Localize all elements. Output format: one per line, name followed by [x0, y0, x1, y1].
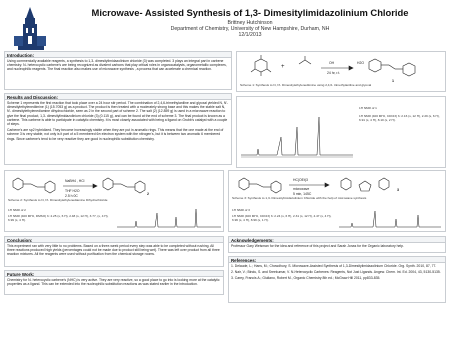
nmr-2-label: 1H NMR of 2	[8, 208, 26, 212]
scheme-2-panel	[4, 170, 224, 232]
scheme-1-panel	[236, 51, 446, 92]
nmr-1-spectrum	[237, 97, 357, 163]
future-work-text: Chemistry for N- heterocyclic carbene's (NHC) is very active. They are very reactive, so a good place to go into is looking more at the catalytic properties as a ligand. This can be extended into the nucleophilic substitution reactions as was stated earlier in the introduction.	[4, 277, 224, 295]
future-work-heading: Future Work:	[4, 270, 224, 277]
introduction-text: Using commercially available reagents, a synthesis to 1,3- dimesitylimidazolinium chloride (3) was completed. 3 plays an integral part in carbene chemistry. N- heterocyclic carbene's are being recognized as divalent carbons that play critical roles in organocatalysts, organometallic complexes, and nucleophilic reagents. The final reaction also makes use of microwave synthesis , a process that can accelerate a chemical reaction.	[4, 58, 232, 90]
acknowledgements-text: Professor Gary Weisman for the idea and reference of this project and Sarah Jonas for the Organic laboratory help.	[228, 243, 446, 253]
results-paragraph-1: Scheme 1 represents the first reaction that took place over a 24 hour stir period. The combination of 2,4,6-trimethylaniline and glyoxal yielded N, N'-dimesitylethylenediimine (1) (15.7053 g) as a product. The product is then treated with a moderately strong base and this makes the stable salt N, N'- dimesitylethylenediamine dihydrochloride, seen as 2 in the second part of scheme 2. The salt (2) (12.859 g) is used in a microwave reaction to give the final product, 1,3- dimesitylimidazolinium chloride (3) (0.115 g), and can be found at the end of scheme 3. The final product is known as a carbene. This carbene is able to participate in catalytic chemistry. It is most closely associated with being a ligand on Grubb's catalyst with a couple of steps.	[7, 101, 229, 127]
conclusion-heading: Conclusion:	[4, 236, 224, 243]
reference-item-1: 1. Delaude, L.; Hans, M.; Chowdhury, S. Microwave-Assisted Synthesis of 1,3-Dimesitylimidazolinium Chloride. Org. Synth. 2010, 87, 77.	[231, 264, 437, 268]
reference-item-2: 2. Nair, V.; Bindu, S. and Sreekumar, V. N-Heterocyclic Carbenes: Reagents, Not Just Ligands. Angew. Chem. Int. Ed. 2004, 43, 5130-5135.	[231, 270, 441, 275]
conclusion-text: This experiment ran with very little to no problems. Based on a three-week period every step was able to be completed without rushing. All three reactions produced high yields (percentages could not be made due to product still being wet). There was left over product from all three reaction mixtures. All the reagents were used without purification from the chemical storage rooms.	[4, 243, 224, 267]
reference-item-3: 3. Carey, Francis A.; Giuliano, Robert M., Organic Chemistry 8th ed.; McGraw Hill 2011, pp833-835.	[231, 276, 381, 281]
scheme-1-reagent: OH	[329, 61, 335, 65]
department: Department of Chemistry, University of New Hampshire, Durham, NH	[170, 26, 330, 32]
nmr-3-data: 1H NMR (400 MHz, CDCl3) δ: 2.24 (s, 6 H), 2.31 (s, 12 H), 4.47 (s, 4 H), 6.96 (s, 4 H), 8.99 (s, 1 H).	[232, 214, 332, 222]
nmr-2-data: 1H NMR (400 MHz, DMSO) δ: 2.25 (s, 6 H), 2.48 (s, 12 H), 3.77, (s, 4 H), 6.99 (s, 4 H).	[8, 214, 109, 222]
scheme-2-caption: Scheme 2: Synthesis to N, N'- Dimesitylethylenediamine Dihydrochloride	[8, 198, 108, 202]
scheme-3-mode: microwave	[293, 187, 310, 191]
results-paragraph-2: Carbene's are sp2 hybridized. They become increasingly stable when they are put in aromatic rings. This means that the one made at the end of scheme 3 is very stable, not only is it part of a 5 membered 6π electron system with the nitrogen's, but it is between two aromatic 6 membered rings. Since carbene's tend to be very reactive they are good in nucleophilic substitution chemistry.	[7, 128, 224, 141]
nmr-1-panel	[236, 96, 446, 168]
nmr-1-data: 1H NMR (400 MHz, CDCl3) δ: 2.16 (s, 12 H), 2.29 (s, 6 H), 6.91 (s, 4 H), 8.10 (s, 2 H).	[359, 114, 440, 122]
scheme-1-compound-number: 1	[392, 79, 394, 83]
acknowledgements-heading: Acknowledgements:	[228, 236, 446, 243]
results-heading: Results and Discussion:	[4, 93, 232, 100]
scheme-3-compound-number: 3	[397, 188, 399, 192]
nmr-3-label: 1H NMR of 3	[232, 208, 250, 212]
nmr-1-label: 1H NMR of 1	[359, 106, 377, 110]
scheme-2-reagents: NaBH4 , HCl	[65, 179, 85, 183]
scheme-3-caption: Scheme 3: Synthesis to 1,3- Dimesitylimidazolinium Chloride with the help of microwave synthesis	[232, 196, 367, 200]
scheme-1-structure	[237, 52, 445, 84]
nmr-2-spectrum	[115, 205, 223, 231]
introduction-heading: Introduction:	[4, 51, 232, 58]
scheme-2-temp: 2.5 h 0C	[65, 194, 78, 198]
scheme-3-panel	[228, 170, 446, 232]
scheme-1-caption: Scheme 1: Synthesis to N, N'- Dimesitylethylenediimine using 2,4,6- trimethylaniline and glyoxal	[240, 83, 372, 87]
references-list	[228, 263, 446, 303]
scheme-3-time: 5 min, 145C	[293, 192, 312, 196]
scheme-3-structure	[229, 171, 441, 197]
results-body	[4, 100, 232, 165]
unh-tower-logo	[10, 6, 50, 50]
scheme-2-solvent: THF H2O	[65, 189, 80, 193]
scheme-2-structure	[5, 171, 165, 199]
scheme-1-conditions: 24 hr, r.t.	[327, 71, 341, 75]
scheme-1-h2o: H2O	[357, 61, 364, 65]
poster-title: Microwave- Assisted Synthesis of 1,3- Dimesitylimidazolinium Chloride	[91, 7, 409, 18]
author: Brittney Hutchinson	[227, 20, 273, 26]
references-heading: References:	[228, 256, 446, 263]
svg-text:+: +	[281, 64, 285, 70]
scheme-2-compound-number: 2	[147, 192, 149, 196]
scheme-3-reagent: HC(OEt)3	[293, 178, 308, 182]
date: 12/1/2013	[238, 32, 262, 38]
nmr-3-spectrum	[337, 205, 443, 231]
